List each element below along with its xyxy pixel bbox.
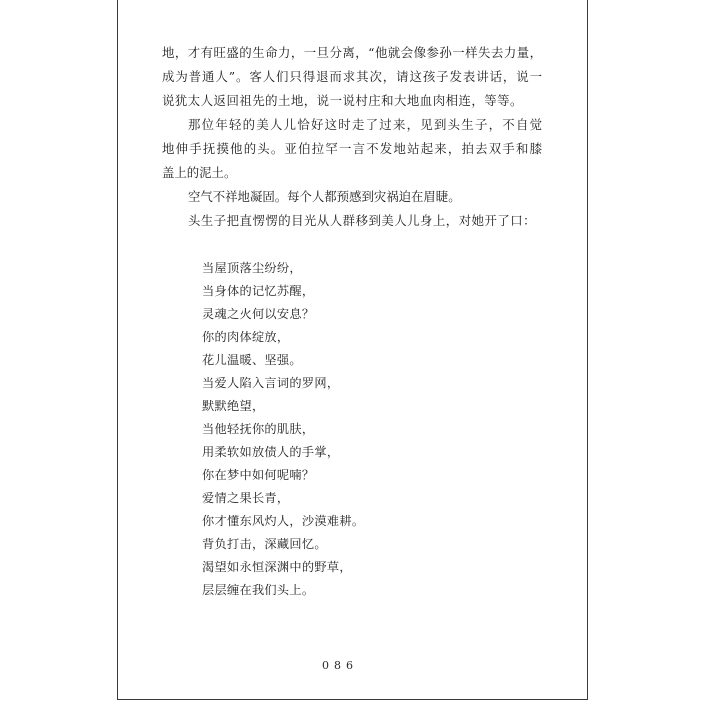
poem-line: 你在梦中如何呢喃？ [202,468,315,482]
poem-line: 背负打击，深藏回忆。 [202,537,327,551]
poem-line: 当爱人陷入言词的罗网， [202,376,340,390]
prose-line: 盖上的泥土。 [162,165,237,180]
poem-line: 当他轻抚你的肌肤， [202,422,315,436]
prose-line: 地，才有旺盛的生命力，一旦分离，“他就会像参孙一样失去力量， [162,45,542,60]
poem-line: 你的肉体绽放， [202,330,290,344]
prose-line: 头生子把直愣愣的目光从人群移到美人儿身上，对她开了口： [188,213,537,228]
poem-line: 默默绝望， [202,399,265,413]
poem-line: 你才懂东风灼人，沙漠难耕。 [202,514,365,528]
prose-text [162,41,542,233]
poem [202,257,532,602]
poem-line: 层层缠在我们头上。 [202,583,315,597]
prose-line: 说犹太人返回祖先的土地，说一说村庄和大地血肉相连，等等。 [162,93,523,108]
poem-line: 当屋顶落尘纷纷， [202,261,302,275]
poem-line: 用柔软如放债人的手掌， [202,445,340,459]
poem-line: 当身体的记忆苏醒， [202,284,315,298]
poem-line: 爱情之果长青， [202,491,290,505]
prose-line: 那位年轻的美人儿恰好这时走了过来，见到头生子，不自觉 [188,117,542,132]
poem-line: 渴望如永恒深渊中的野草， [202,560,352,574]
poem-line: 花儿温暖、坚强。 [202,353,302,367]
prose-line: 成为普通人”。客人们只得退而求其次，请这孩子发表讲话，说一 [162,69,542,84]
poem-line: 灵魂之火何以安息？ [202,307,315,321]
prose-line: 空气不祥地凝固。每个人都预感到灾祸迫在眉睫。 [188,189,461,204]
prose-line: 地伸手抚摸他的头。亚伯拉罕一言不发地站起来，拍去双手和膝 [162,141,542,156]
page-number: 086 [322,659,358,672]
